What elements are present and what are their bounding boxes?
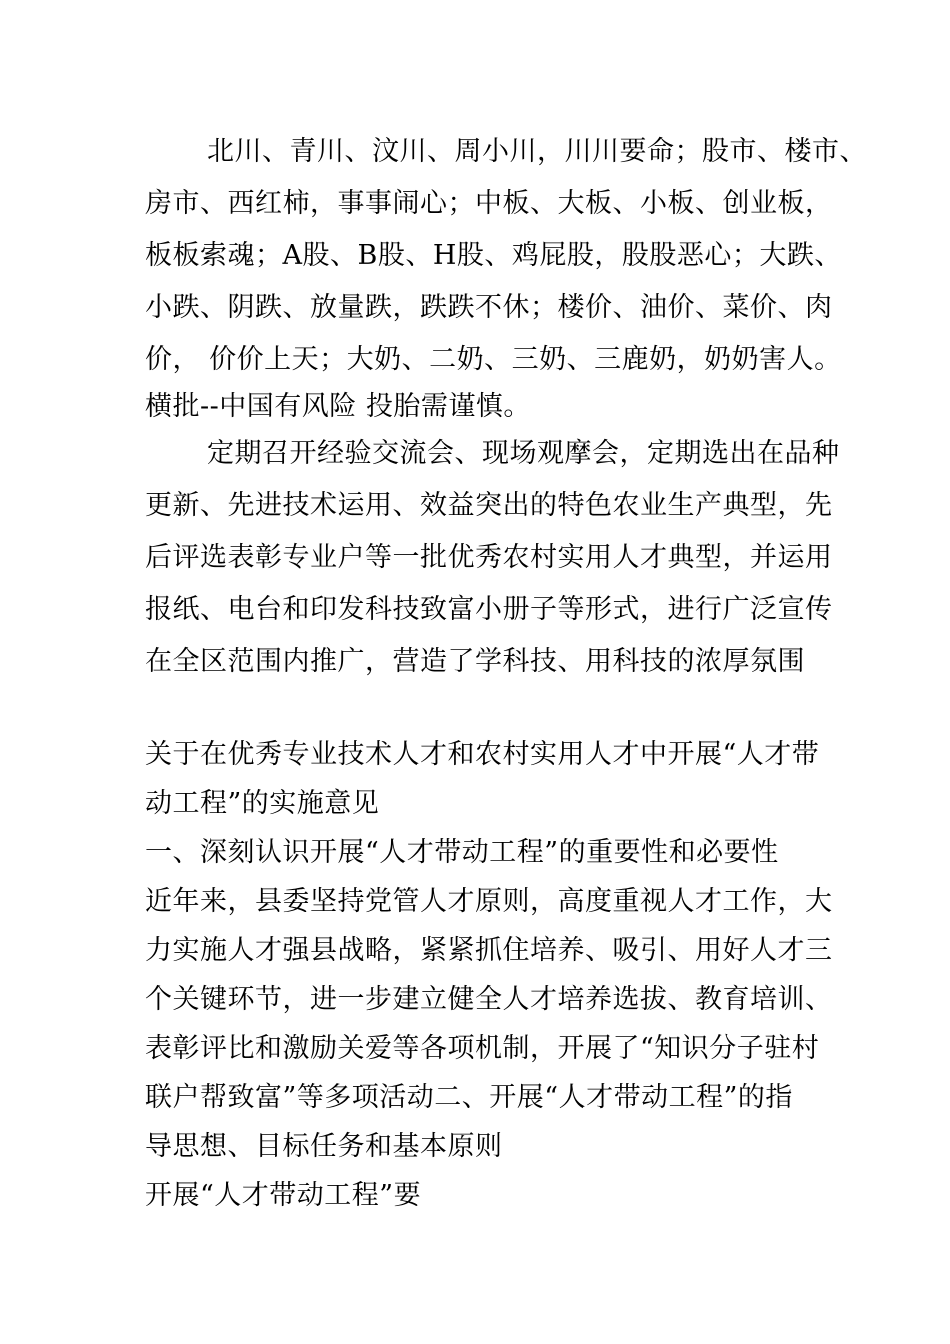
section-heading: 一、深刻认识开展“人才带动工程”的重要性和必要性: [145, 837, 779, 868]
paragraph-line: 房市、西红柿，事事闹心；中板、大板、小板、创业板，: [145, 188, 833, 219]
paragraph-line: 力实施人才强县战略，紧紧抓住培养、吸引、用好人才三: [145, 935, 833, 966]
paragraph-line: 北川、青川、汶川、周小川，川川要命；股市、楼市、: [207, 136, 867, 167]
paragraph-line: 小跌、阴跌、放量跌，跌跌不休；楼价、油价、菜价、肉: [145, 292, 833, 323]
paragraph-line: 个关键环节，进一步建立健全人才培养选拔、教育培训、: [145, 984, 833, 1015]
text-body-lower: [145, 730, 833, 1220]
paragraph-line: 后评选表彰专业户等一批优秀农村实用人才典型，并运用: [145, 542, 833, 573]
paragraph-line: 定期召开经验交流会、现场观摩会，定期选出在品种: [207, 438, 840, 469]
paragraph-line: 开展“人才带动工程”要: [145, 1180, 422, 1211]
paragraph-line: 联户帮致富”等多项活动二、开展“人才带动工程”的指: [145, 1082, 793, 1113]
text-body-upper: [145, 126, 867, 688]
paragraph-line: 价， 价价上天；大奶、二奶、三奶、三鹿奶，奶奶害人。: [145, 344, 842, 375]
paragraph-line: 报纸、电台和印发科技致富小册子等形式，进行广泛宣传: [145, 594, 833, 625]
paragraph-line: 导思想、目标任务和基本原则: [145, 1131, 503, 1162]
paragraph-line: 横批--中国有风险 投胎需谨慎。: [145, 391, 531, 422]
paragraph-line: 在全区范围内推广，营造了学科技、用科技的浓厚氛围: [145, 646, 805, 677]
paragraph-line: 表彰评比和激励关爱等各项机制，开展了“知识分子驻村: [145, 1033, 820, 1064]
document-title-line: 关于在优秀专业技术人才和农村实用人才中开展“人才带: [145, 739, 820, 770]
paragraph-line: 板板索魂；A股、B股、H股、鸡屁股，股股恶心；大跌、: [145, 240, 842, 271]
paragraph-line: 更新、先进技术运用、效益突出的特色农业生产典型，先: [145, 490, 833, 521]
document-title-line: 动工程”的实施意见: [145, 788, 380, 819]
paragraph-line: 近年来，县委坚持党管人才原则，高度重视人才工作，大: [145, 886, 833, 917]
